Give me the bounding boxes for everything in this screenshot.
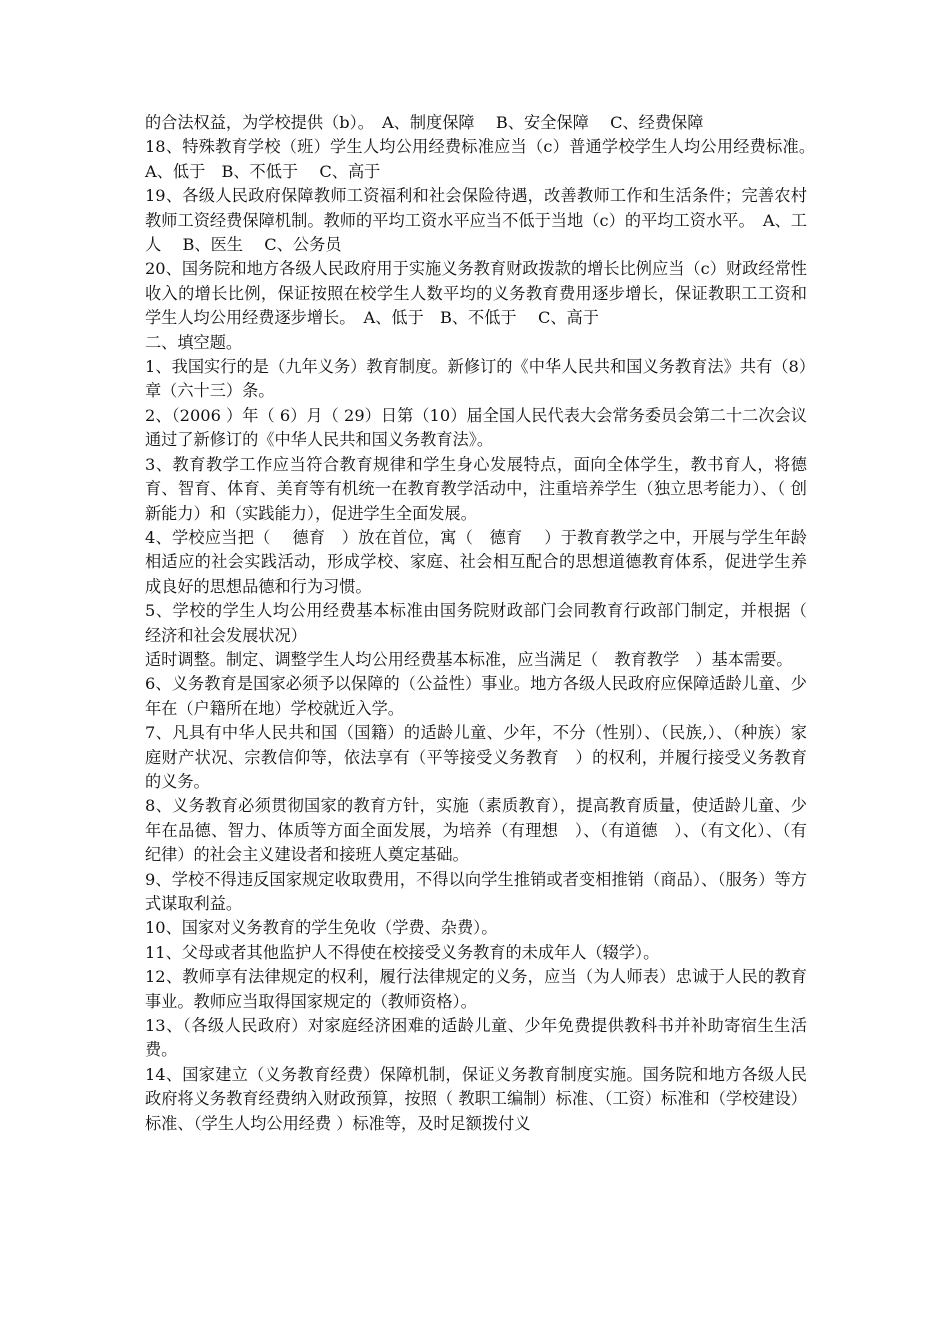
fill-question-13: 13、（各级人民政府）对家庭经济困难的适龄儿童、少年免费提供教科书并补助寄宿生生活费。 [145, 1016, 807, 1060]
fill-question-1: 1、我国实行的是（九年义务）教育制度。新修订的《中华人民共和国义务教育法》共有（8）章（六十三）条。 [145, 357, 807, 401]
fill-question-7: 7、凡具有中华人民共和国（国籍）的适龄儿童、少年，不分（性别）、（民族,）、（种族）家庭财产状况、宗教信仰等，依法享有（平等接受义务教育 ）的权利，并履行接受义务教育的义务。 [145, 723, 807, 791]
section-heading-fill-in: 二、填空题。 [145, 332, 243, 352]
document-body [145, 111, 824, 1136]
fill-question-5-continuation: 适时调整。制定、调整学生人均公用经费基本标准，应当满足（ 教育教学 ）基本需要。 [145, 649, 793, 669]
fill-question-2: 2、（2006 ）年（ 6）月（ 29）日第（10）届全国人民代表大会常务委员会第二十二次会议通过了新修订的《中华人民共和国义务教育法》。 [145, 405, 807, 450]
fill-question-6: 6、义务教育是国家必须予以保障的（公益性）事业。地方各级人民政府应保障适龄儿童、少年在（户籍所在地）学校就近入学。 [145, 674, 807, 718]
fill-question-14: 14、国家建立（义务教育经费）保障机制，保证义务教育制度实施。国务院和地方各级人民政府将义务教育经费纳入财政预算，按照（ 教职工编制）标准、（工资）标准和（学校建设）标准、（学生人均公用经费 ）标准等，及时足额拨付义 [145, 1064, 807, 1133]
fill-question-4: 4、学校应当把（ 德育 ）放在首位，寓（ 德育 ）于教育教学之中，开展与学生年龄相适应的社会实践活动，形成学校、家庭、社会相互配合的思想道德教育体系，促进学生养成良好的思想品德和行为习惯。 [145, 527, 807, 596]
fill-question-12: 12、教师享有法律规定的权利，履行法律规定的义务，应当（为人师表）忠诚于人民的教育事业。教师应当取得国家规定的（教师资格）。 [145, 967, 807, 1011]
fill-question-5: 5、学校的学生人均公用经费基本标准由国务院财政部门会同教育行政部门制定，并根据（ 经济和社会发展状况） [145, 601, 807, 645]
fill-question-11: 11、父母或者其他监护人不得使在校接受义务教育的未成年人（辍学）。 [145, 942, 660, 962]
fill-question-9: 9、学校不得违反国家规定收取费用，不得以向学生推销或者变相推销（商品）、（服务）等方式谋取利益。 [145, 869, 807, 913]
question-18: 18、特殊教育学校（班）学生人均公用经费标准应当（c）普通学校学生人均公用经费标准。 A、低于 B、不低于 C、高于 [145, 137, 824, 181]
fill-question-8: 8、义务教育必须贯彻国家的教育方针，实施（素质教育），提高教育质量，使适龄儿童、少年在品德、智力、体质等方面全面发展，为培养（有理想 ）、（有道德 ）、（有文化）、（有纪律）的社会主义建设者和接班人奠定基础。 [145, 796, 807, 865]
fill-question-3: 3、教育教学工作应当符合教育规律和学生身心发展特点，面向全体学生，教书育人，将德育、智育、体育、美育等有机统一在教育教学活动中，注重培养学生（独立思考能力）、（ 创新能力）和（实践能力），促进学生全面发展。 [145, 454, 807, 523]
fill-question-10: 10、国家对义务教育的学生免收（学费、杂费）。 [145, 918, 498, 938]
question-19: 19、各级人民政府保障教师工资福利和社会保险待遇，改善教师工作和生活条件；完善农村教师工资经费保障机制。教师的平均工资水平应当不低于当地（c）的平均工资水平。 A、工人 B、医生 C、公务员 [145, 186, 807, 255]
paragraph-continuation: 的合法权益，为学校提供（b）。 A、制度保障 B、安全保障 C、经费保障 [145, 113, 704, 132]
question-20: 20、国务院和地方各级人民政府用于实施义务教育财政拨款的增长比例应当（c）财政经常性收入的增长比例，保证按照在校学生人数平均的义务教育费用逐步增长，保证教职工工资和学生人均公用经费逐步增长。 A、低于 B、不低于 C、高于 [145, 259, 807, 328]
